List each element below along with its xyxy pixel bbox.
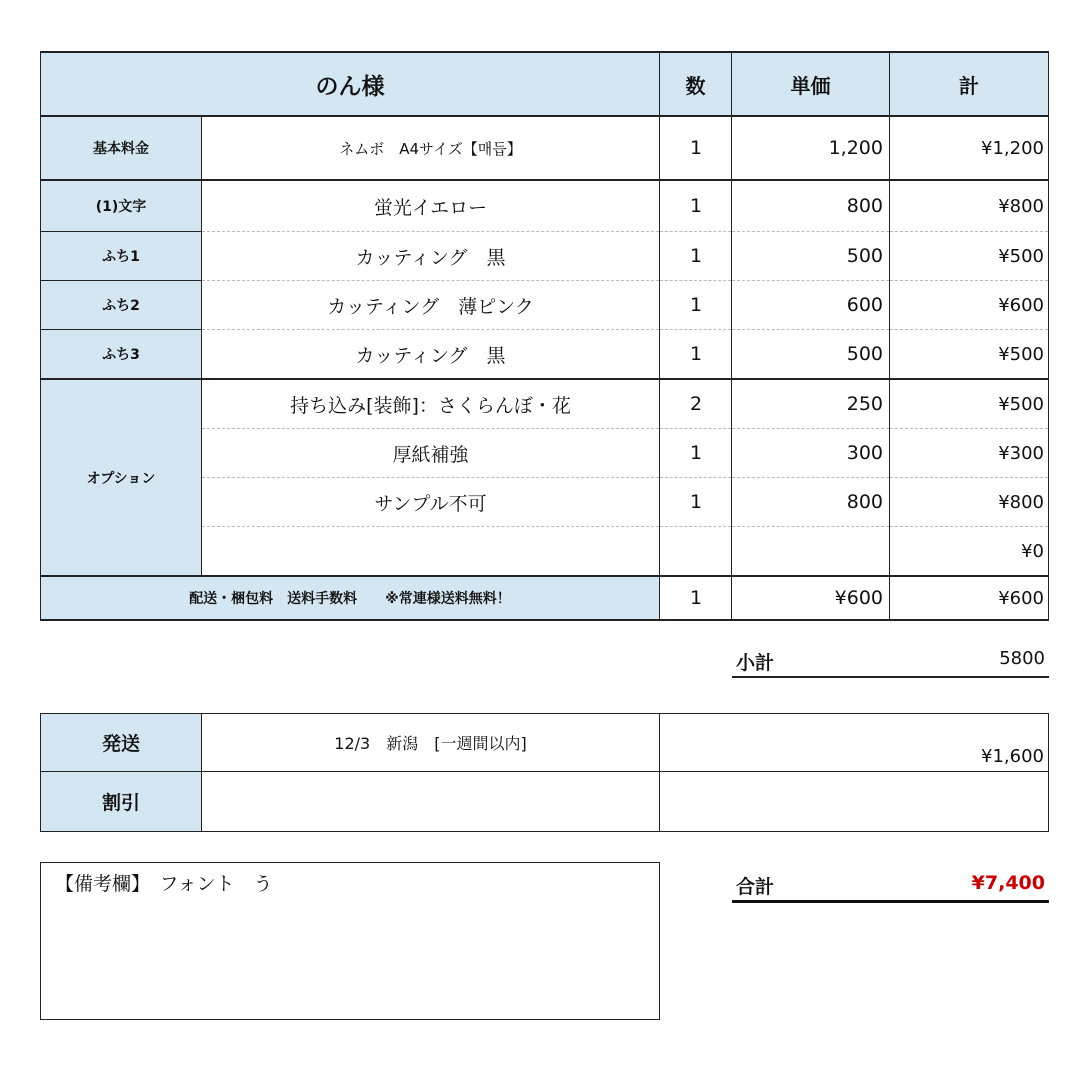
customer-name: のん様 bbox=[41, 52, 660, 116]
total-header: 計 bbox=[890, 52, 1049, 116]
item-total: ¥500 bbox=[890, 232, 1049, 281]
grand-total-label: 合計 bbox=[736, 876, 775, 898]
remarks-box bbox=[40, 862, 660, 1020]
item-description: カッティング 黒 bbox=[202, 232, 660, 281]
option-total: ¥500 bbox=[890, 379, 1049, 429]
item-total: ¥500 bbox=[890, 330, 1049, 380]
grand-total bbox=[732, 866, 1049, 903]
option-total: ¥300 bbox=[890, 429, 1049, 478]
option-total: ¥0 bbox=[890, 527, 1049, 577]
dispatch-amount: ¥1,600 bbox=[660, 714, 1049, 772]
subtotal bbox=[732, 646, 1049, 678]
item-unit-price: 600 bbox=[732, 281, 890, 330]
option-qty: 1 bbox=[660, 478, 732, 527]
item-unit-price: 800 bbox=[732, 180, 890, 232]
item-category: (1)文字 bbox=[41, 180, 202, 232]
item-row bbox=[41, 232, 1049, 281]
shipping-fee-total: ¥600 bbox=[890, 576, 1049, 620]
dispatch-table bbox=[40, 713, 1049, 832]
basic-unit-price: 1,200 bbox=[732, 116, 890, 180]
item-qty: 1 bbox=[660, 180, 732, 232]
subtotal-label: 小計 bbox=[736, 652, 775, 674]
option-row bbox=[41, 379, 1049, 429]
item-qty: 1 bbox=[660, 281, 732, 330]
dispatch-row bbox=[41, 714, 1049, 772]
shipping-fee-qty: 1 bbox=[660, 576, 732, 620]
option-unit-price: 300 bbox=[732, 429, 890, 478]
estimate-table bbox=[40, 51, 1049, 621]
item-unit-price: 500 bbox=[732, 232, 890, 281]
item-qty: 1 bbox=[660, 232, 732, 281]
unit-price-header: 単価 bbox=[732, 52, 890, 116]
item-total: ¥800 bbox=[890, 180, 1049, 232]
item-row bbox=[41, 281, 1049, 330]
shipping-fee-description: 配送・梱包料 送料手数料 ※常連様送料無料！ bbox=[41, 576, 660, 620]
option-qty: 2 bbox=[660, 379, 732, 429]
qty-header: 数 bbox=[660, 52, 732, 116]
basic-description: ネムボ A4サイズ【매듭】 bbox=[202, 116, 660, 180]
basic-total: ¥1,200 bbox=[890, 116, 1049, 180]
remarks-text: 【備考欄】 フォント う bbox=[55, 873, 273, 895]
basic-qty: 1 bbox=[660, 116, 732, 180]
shipping-fee-row bbox=[41, 576, 1049, 620]
discount-amount bbox=[660, 772, 1049, 832]
option-description: 厚紙補強 bbox=[202, 429, 660, 478]
dispatch-label: 発送 bbox=[41, 714, 202, 772]
item-row bbox=[41, 180, 1049, 232]
dispatch-note: 12/3 新潟 [一週間以内] bbox=[202, 714, 660, 772]
item-category: ふち2 bbox=[41, 281, 202, 330]
discount-note bbox=[202, 772, 660, 832]
header-row bbox=[41, 52, 1049, 116]
option-description: 持ち込み[装飾]：さくらんぼ・花 bbox=[202, 379, 660, 429]
item-description: 蛍光イエロー bbox=[202, 180, 660, 232]
option-total: ¥800 bbox=[890, 478, 1049, 527]
option-unit-price: 800 bbox=[732, 478, 890, 527]
item-qty: 1 bbox=[660, 330, 732, 380]
option-description bbox=[202, 527, 660, 577]
discount-label: 割引 bbox=[41, 772, 202, 832]
item-category: ふち3 bbox=[41, 330, 202, 380]
option-unit-price bbox=[732, 527, 890, 577]
item-unit-price: 500 bbox=[732, 330, 890, 380]
option-description: サンプル不可 bbox=[202, 478, 660, 527]
item-category: ふち1 bbox=[41, 232, 202, 281]
item-row bbox=[41, 330, 1049, 380]
shipping-fee-unit-price: ¥600 bbox=[732, 576, 890, 620]
option-unit-price: 250 bbox=[732, 379, 890, 429]
subtotal-value: 5800 bbox=[999, 648, 1045, 669]
option-qty bbox=[660, 527, 732, 577]
item-description: カッティング 黒 bbox=[202, 330, 660, 380]
discount-row bbox=[41, 772, 1049, 832]
option-category: オプション bbox=[41, 379, 202, 576]
basic-row bbox=[41, 116, 1049, 180]
grand-total-value: ¥7,400 bbox=[971, 872, 1045, 894]
item-total: ¥600 bbox=[890, 281, 1049, 330]
item-description: カッティング 薄ピンク bbox=[202, 281, 660, 330]
option-qty: 1 bbox=[660, 429, 732, 478]
basic-category: 基本料金 bbox=[41, 116, 202, 180]
